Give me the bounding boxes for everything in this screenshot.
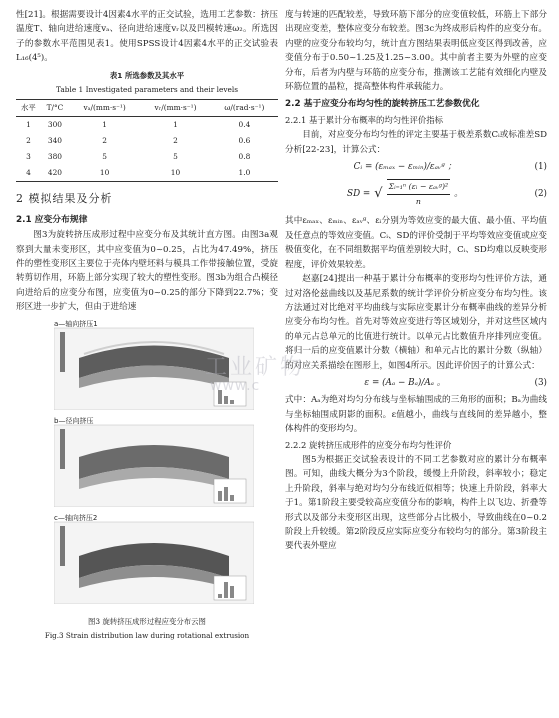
subsection-heading-2-2-1: 2.2.1 基于累计分布概率的均匀性评价指标	[285, 114, 443, 125]
left-paragraph-1: 性[21]。根据需要设计4因素4水平的正交试验，选用工艺参数：挤压温度T、轴向进给速度vₐ、径向进给速度vᵣ以及凹模转速ω₂。所选因子的参数水平范围见表1。使用SPSS设计4因素4水平的正交试验表L₁₆(4⁵)。	[16, 10, 278, 64]
table-header: T/°C	[41, 100, 69, 117]
table-cell: 1	[26, 120, 31, 130]
table-cell: 1	[173, 120, 178, 130]
table-cell: 2	[102, 136, 107, 146]
table-cell: 2	[26, 136, 31, 146]
watermark-url: www.c	[210, 378, 261, 394]
table-cell: 3	[26, 152, 31, 162]
table-cell: 5	[173, 152, 178, 162]
table-cell: 340	[47, 136, 63, 146]
table-row	[16, 165, 278, 182]
right-paragraph-2: 目前，对应变分布均匀性的评定主要基于极差系数Cᵢ或标准差SD分析[22-23]，计算公式：	[285, 130, 547, 155]
equation-2-denominator: n	[415, 197, 421, 207]
figure-caption-en: Fig.3 Strain distribution law during rotational extrusion	[44, 631, 250, 641]
table-header: vᵣ/(mm·s⁻¹)	[140, 100, 211, 117]
right-paragraph-4: 赵嘉[24]提出一种基于累计分布概率的变形均匀性评价方法，通过对洛伦兹曲线以及基尼系数的统计学评价分析应变分布均匀性。该方法通过对比绝对平均曲线与实际应变累计分布概率曲线的差异分析应变分布均匀性。首先对等效应变进行等区域划分，并对这些区域内的单元占总单元的比值进行统计。以单元占比数值升序排列应变值。将归一后的应变值累计分数（横轴）和单元占比的累计分数（纵轴）的对应关系描绘在图形上，如图4所示。因此评价因子的计算公式：	[285, 274, 547, 371]
equation-1-number: (1)	[534, 162, 547, 173]
subsection-heading-2-2-2: 2.2.2 旋转挤压成形件的应变分布均匀性评价	[285, 439, 452, 450]
strain-contour-image	[54, 512, 254, 604]
left-paragraph-2: 图3为旋转挤压成形过程中应变分布及其统计直方图。由图3a观察到大量未变形区，其中应变值为0~0.25，占比为47.49%，挤压件的塑性变形区主要位于壳体内壁坯料与模具工作带接触位置，受旋转剪切作用，环筋上部分实现了较大的塑性变形。图3b为组合凸模径向进给后的应变分布图，应变值为0~0.25的部分下降到22.7%；变形区进一步扩大，但由于进给速	[16, 230, 278, 313]
table-cell: 380	[47, 152, 63, 162]
equation-3	[285, 376, 547, 390]
table-cell: 300	[47, 120, 63, 130]
equation-3-number: (3)	[534, 377, 547, 388]
table-cell: 10	[140, 165, 211, 182]
section-heading-2: 2 模拟结果及分析	[16, 192, 113, 206]
table-cell: 0.4	[238, 120, 251, 130]
section-heading-2-1: 2.1 应变分布规律	[16, 214, 88, 225]
panel-label: a—轴向挤压1	[54, 319, 98, 328]
equation-2-numerator: Σᵢ₌₁ⁿ (εᵢ − εₐᵥᵍ)²	[387, 180, 451, 195]
section-heading-2-2: 2.2 基于应变分布均匀性的旋转挤压工艺参数优化	[285, 99, 480, 110]
table-header: vₐ/(mm·s⁻¹)	[69, 100, 140, 117]
equation-1-body: Cᵢ = (εₘₐₓ − εₘᵢₙ)/εₐᵥᵍ ；	[353, 162, 457, 173]
table-row	[16, 133, 278, 149]
watermark-text: 工业矿物	[205, 355, 306, 380]
strain-contour-image	[54, 415, 254, 507]
table-cell: 5	[102, 152, 107, 162]
left-column	[16, 8, 278, 644]
figure-panel-c	[54, 512, 254, 604]
figure-panel-b	[54, 415, 254, 507]
table-cell: 1	[102, 120, 107, 130]
strain-contour-image	[54, 318, 254, 410]
equation-2-tail: 。	[454, 189, 463, 200]
equation-2-number: (2)	[534, 189, 547, 200]
table-cell: 10	[69, 165, 140, 182]
sqrt-symbol: √	[374, 186, 383, 202]
right-paragraph-3: 其中εₘₐₓ、εₘᵢₙ、εₐᵥᵍ、εᵢ分别为等效应变的最大值、最小值、平均值及任意点的等效应变值。Cᵢ、SD的评价受制于平均等效应变值或应变极值变化，在不同组数据平均值差别较大时，Cᵢ、SD均难以反映变形程度，评价效果较差。	[285, 216, 547, 270]
table-cell: 420	[41, 165, 69, 182]
right-paragraph-6: 图5为根据正交试验表设计的不同工艺参数对应的累计分布概率图。可知，曲线大概分为3个阶段，缓慢上升阶段，斜率较小；稳定上升阶段，斜率与绝对均匀分布线近似相等；快速上升阶段，斜率大于1。第1阶段主要受较高应变值分布的影响，构件上以飞边、折叠等形式以及部分未变形区出现，这些部分占比极小，导致曲线在0~0.2阶段上升较缓。第2阶段反应实际应变分布较均匀的部分。第3阶段主要代表外壁应	[285, 454, 547, 552]
equation-1	[285, 160, 547, 174]
panel-label: c—轴向挤压2	[54, 513, 98, 522]
figure-panel-a	[54, 318, 254, 410]
table-header: 水平	[16, 100, 41, 117]
right-column	[285, 8, 547, 554]
figure-caption-cn: 图3 旋转挤压成形过程应变分布云图	[88, 616, 206, 626]
parameter-table	[16, 99, 278, 182]
table-row	[16, 117, 278, 134]
figure-3	[16, 318, 278, 613]
table-cell: 2	[173, 136, 178, 146]
table-cell: 0.6	[238, 136, 251, 146]
right-paragraph-5: 式中：Aₐ为绝对均匀分布线与坐标轴围成的三角形的面积；Bₐ为曲线与坐标轴围成阴影的面积。ε值越小，曲线与直线间的差异越小，整体构件的变形均匀。	[285, 395, 547, 435]
table-header-row	[16, 100, 278, 117]
right-paragraph-1: 度与转速的匹配较差，导致环筋下部分的应变值较低，环筋上下部分出现应变差，整体应变分布较差。图3c为终成形后构件的应变分布。内壁的应变分布较均匀，统计直方图结果表明低应变区得到改善，应变值分布于0.50~1.25及1.25~3.00。其中前者主要为外壁的应变分布，后者为内壁与环筋的应变分布，推测该工艺能有效细化内壁及环筋位置的晶粒，提高整体构件承载能力。	[285, 10, 547, 93]
table-cell: 4	[16, 165, 41, 182]
table-header: ω/(rad·s⁻¹)	[211, 100, 278, 117]
panel-label: b—径向挤压	[54, 416, 94, 425]
table-caption-cn: 表1 所选参数及其水平	[109, 70, 185, 80]
table-cell: 1.0	[211, 165, 278, 182]
equation-2-lhs: SD =	[347, 189, 371, 200]
equation-3-body: ε = (Aₐ − Bₐ)/Aₐ 。	[364, 377, 446, 388]
equation-2	[285, 177, 547, 211]
table-cell: 0.8	[238, 152, 251, 162]
table-caption-en: Table 1 Investigated parameters and their levels	[55, 85, 239, 95]
table-row	[16, 149, 278, 165]
